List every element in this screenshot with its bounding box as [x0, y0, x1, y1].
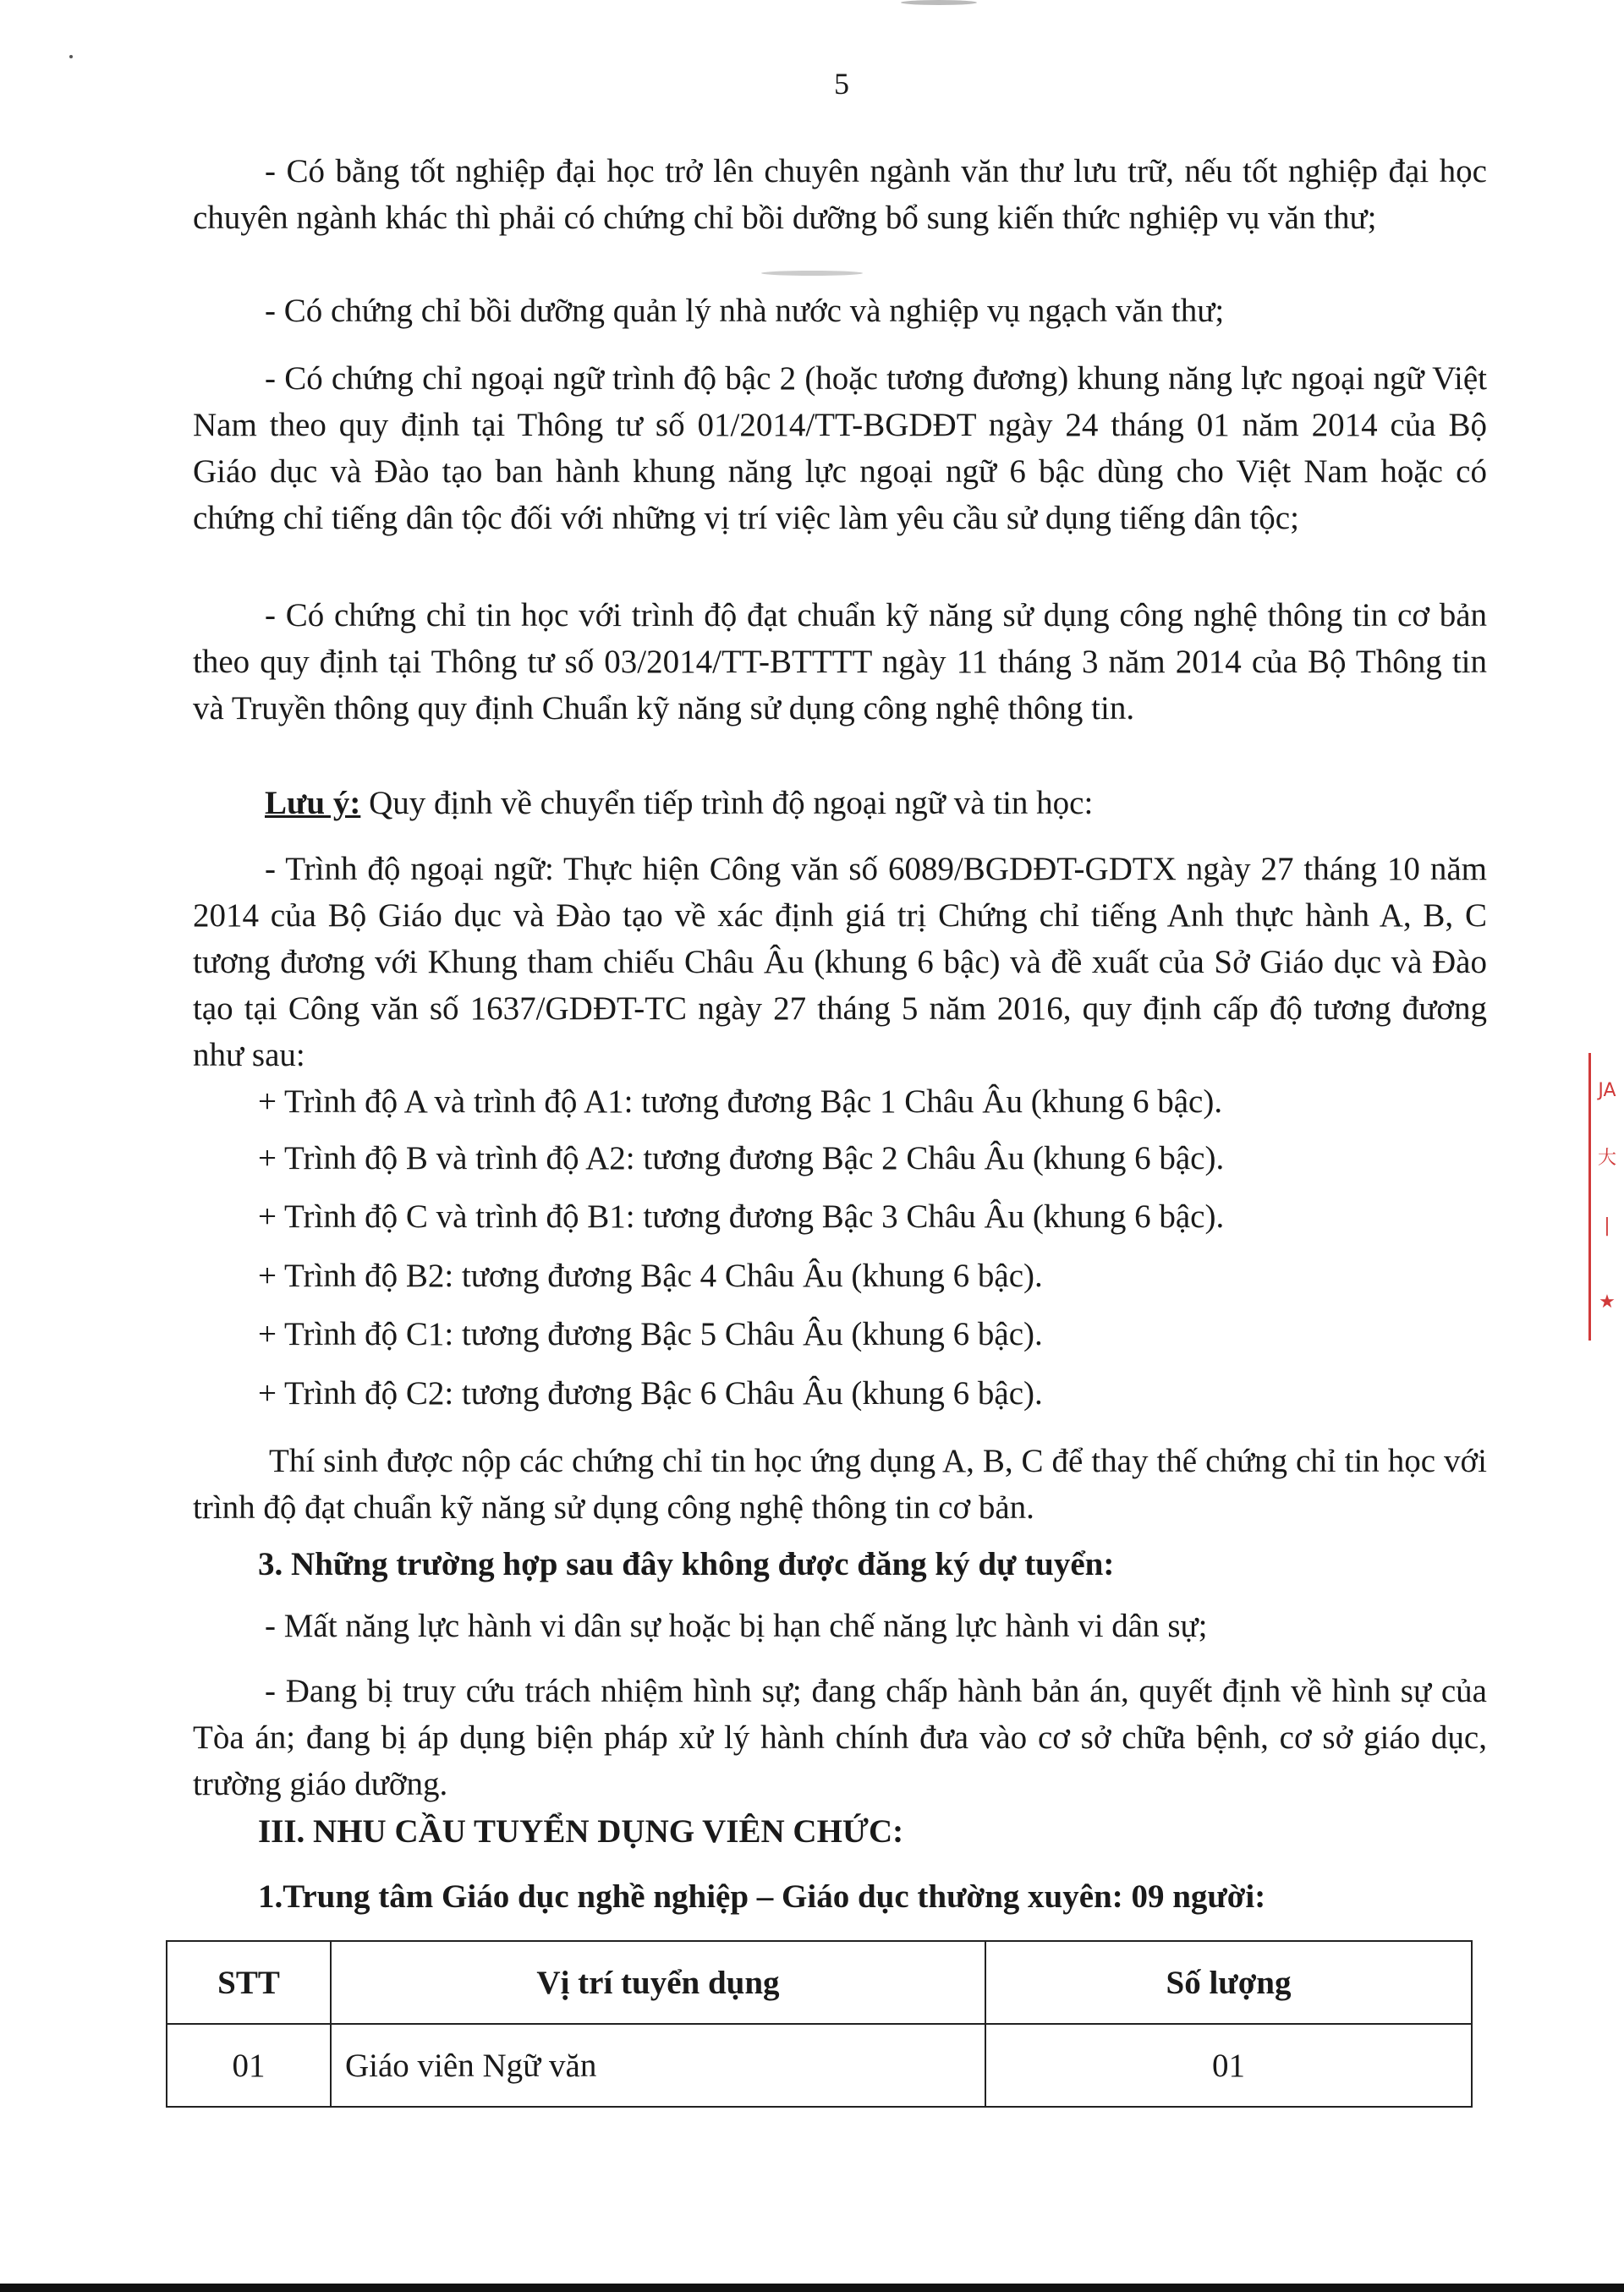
note-label: Lưu ý:: [265, 785, 361, 821]
stamp-text: JA: [1598, 1080, 1616, 1101]
level-item: + Trình độ C và trình độ B1: tương đương Bậc 3 Châu Âu (khung 6 bậc).: [258, 1198, 1225, 1235]
stamp-text: ★: [1599, 1291, 1616, 1313]
stamp-text: 大: [1597, 1148, 1616, 1169]
scan-speck: [69, 55, 73, 58]
table-header-quantity: Số lượng: [985, 1941, 1472, 2024]
recruitment-table: [166, 1940, 1473, 2108]
red-seal-fragment: [1588, 1053, 1623, 1341]
scan-mark: [761, 271, 863, 276]
scan-bottom-edge: [0, 2284, 1624, 2292]
level-item: + Trình độ C2: tương đương Bậc 6 Châu Âu (khung 6 bậc).: [258, 1375, 1043, 1412]
level-item: + Trình độ B và trình độ A2: tương đương Bậc 2 Châu Âu (khung 6 bậc).: [258, 1140, 1225, 1176]
paragraph-degree-requirement: - Có bằng tốt nghiệp đại học trở lên chuyên ngành văn thư lưu trữ, nếu tốt nghiệp đại học chuyên ngành khác thì phải có chứng chỉ bồi dưỡng bổ sung kiến thức nghiệp vụ văn thư;: [193, 153, 1487, 236]
table-header-stt: STT: [167, 1941, 331, 2024]
note-text: Quy định về chuyển tiếp trình độ ngoại ngữ và tin học:: [360, 785, 1094, 821]
stamp-text: |: [1604, 1215, 1610, 1236]
paragraph-civil-capacity: - Mất năng lực hành vi dân sự hoặc bị hạn chế năng lực hành vi dân sự;: [265, 1608, 1208, 1644]
table-header-position: Vị trí tuyển dụng: [331, 1941, 985, 2024]
page-number: 5: [834, 67, 849, 101]
table-cell-stt: 01: [167, 2024, 331, 2107]
table-cell-quantity: 01: [985, 2024, 1472, 2107]
level-item: + Trình độ C1: tương đương Bậc 5 Châu Âu (khung 6 bậc).: [258, 1316, 1043, 1352]
paragraph-management-certificate: - Có chứng chỉ bồi dưỡng quản lý nhà nước và nghiệp vụ ngạch văn thư;: [265, 293, 1225, 329]
scan-mark: [901, 0, 977, 5]
section-3-heading: 3. Những trường hợp sau đây không được đăng ký dự tuyển:: [258, 1546, 1115, 1582]
table-cell-position: Giáo viên Ngữ văn: [331, 2024, 985, 2107]
level-item: + Trình độ B2: tương đương Bậc 4 Châu Âu (khung 6 bậc).: [258, 1258, 1043, 1294]
subsection-1-heading: 1.Trung tâm Giáo dục nghề nghiệp – Giáo dục thường xuyên: 09 người:: [258, 1878, 1266, 1915]
paragraph-criminal-liability: - Đang bị truy cứu trách nhiệm hình sự; đang chấp hành bản án, quyết định về hình sự của Tòa án; đang bị áp dụng biện pháp xử lý hành chính đưa vào cơ sở chữa bệnh, cơ sở giáo dục, trường giáo dưỡng.: [193, 1673, 1487, 1802]
section-III-heading: III. NHU CẦU TUYỂN DỤNG VIÊN CHỨC:: [258, 1813, 904, 1850]
level-item: + Trình độ A và trình độ A1: tương đương Bậc 1 Châu Âu (khung 6 bậc).: [258, 1083, 1223, 1120]
paragraph-it-certificate: - Có chứng chỉ tin học với trình độ đạt chuẩn kỹ năng sử dụng công nghệ thông tin cơ bản theo quy định tại Thông tư số 03/2014/TT-BTTTT ngày 11 tháng 3 năm 2014 của Bộ Thông tin và Truyền thông quy định Chuẩn kỹ năng sử dụng công nghệ thông tin.: [193, 597, 1487, 727]
table-header-row: [167, 1941, 1472, 2024]
table-row: [167, 2024, 1472, 2107]
paragraph-language-level-transition: - Trình độ ngoại ngữ: Thực hiện Công văn số 6089/BGDĐT-GDTX ngày 27 tháng 10 năm 2014 của Bộ Giáo dục và Đào tạo về xác định giá trị Chứng chỉ tiếng Anh thực hành A, B, C tương đương với Khung tham chiếu Châu Âu (khung 6 bậc) và đề xuất của Sở Giáo dục và Đào tạo tại Công văn số 1637/GDĐT-TC ngày 27 tháng 5 năm 2016, quy định cấp độ tương đương như sau:: [193, 851, 1487, 1073]
note-heading: [265, 780, 1093, 826]
paragraph-foreign-language-certificate: - Có chứng chỉ ngoại ngữ trình độ bậc 2 (hoặc tương đương) khung năng lực ngoại ngữ Việt Nam theo quy định tại Thông tư số 01/2014/TT-BGDĐT ngày 24 tháng 01 năm 2014 của Bộ Giáo dục và Đào tạo ban hành khung năng lực ngoại ngữ 6 bậc dùng cho Việt Nam hoặc có chứng chỉ tiếng dân tộc đối với những vị trí việc làm yêu cầu sử dụng tiếng dân tộc;: [193, 360, 1487, 536]
paragraph-it-substitution: Thí sinh được nộp các chứng chỉ tin học ứng dụng A, B, C để thay thế chứng chỉ tin học với trình độ đạt chuẩn kỹ năng sử dụng công nghệ thông tin cơ bản.: [193, 1443, 1487, 1526]
